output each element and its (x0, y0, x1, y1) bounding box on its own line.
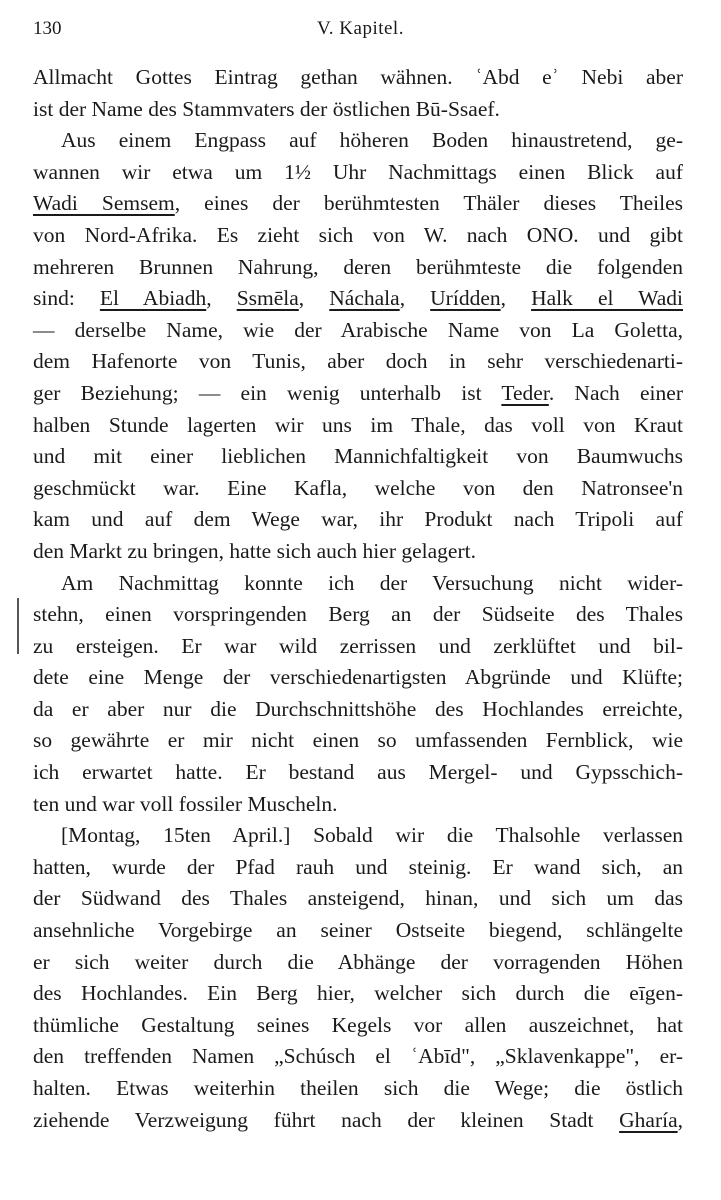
text-line (33, 220, 683, 252)
text-line (33, 599, 683, 631)
text-line (33, 504, 683, 536)
text-line (33, 631, 683, 663)
text-line (33, 473, 683, 505)
text-segment: den Markt zu bringen, hatte sich auch hier gelagert. (33, 538, 476, 563)
text-segment: halben Stunde lagerten wir uns im Thale, das voll von Kraut (33, 412, 683, 437)
text-segment: . Nach einer (548, 380, 683, 405)
underlined-place-name: Gharía (619, 1107, 678, 1132)
text-segment: geschmückt war. Eine Kafla, welche von den Natronsee'n (33, 475, 683, 500)
text-line (33, 94, 683, 126)
text-line (33, 315, 683, 347)
running-head: V. Kapitel. (317, 18, 404, 39)
text-segment: ziehende Verzweigung führt nach der kleinen Stadt (33, 1107, 620, 1132)
text-line (33, 283, 683, 315)
text-line (33, 1105, 683, 1137)
text-segment: von Nord-Afrika. Es zieht sich von W. nach ONO. und gibt (33, 222, 683, 247)
text-line (33, 252, 683, 284)
text-line (33, 883, 683, 915)
text-segment: der Südwand des Thales ansteigend, hinan, und sich um das (33, 886, 683, 911)
underlined-place-name: Náchala (329, 286, 400, 311)
text-line (33, 820, 683, 852)
text-line (33, 852, 683, 884)
page-number: 130 (33, 18, 62, 39)
text-segment: halten. Etwas weiterhin theilen sich die Wege; die östlich (33, 1076, 683, 1100)
text-line (33, 378, 683, 410)
text-segment: , (206, 286, 237, 311)
text-segment: , (298, 286, 330, 311)
underlined-place-name: Wadi Semsem (33, 191, 175, 216)
text-segment: dete eine Menge der verschiedenartigsten Abgründe und Klüfte; (33, 665, 683, 690)
underlined-place-name: Urídden (430, 286, 501, 311)
body-text (33, 62, 683, 1136)
text-segment: Allmacht Gottes Eintrag gethan wähnen. ʿAbd eʾ Nebi aber (33, 65, 683, 89)
text-line (33, 62, 683, 94)
text-segment: den treffenden Namen „Schúsch el ʿAbīd", „Sklavenkappe", er- (33, 1044, 683, 1069)
text-line (33, 410, 683, 442)
text-segment: — derselbe Name, wie der Arabische Name von La Goletta, (33, 317, 683, 342)
text-line (33, 188, 683, 220)
text-line (33, 789, 683, 821)
text-segment: und mit einer lieblichen Mannichfaltigkeit von Baumwuchs (33, 444, 683, 469)
underlined-place-name: El Abiadh (99, 286, 207, 311)
text-line (33, 915, 683, 947)
text-segment: , (500, 286, 532, 311)
text-line (33, 1010, 683, 1042)
text-segment: des Hochlandes. Ein Berg hier, welcher sich durch die eīgen- (33, 981, 683, 1006)
text-segment: ger Beziehung; — ein wenig unterhalb ist (33, 380, 502, 405)
text-segment: mehreren Brunnen Nahrung, deren berühmteste die folgenden (33, 254, 683, 279)
text-segment: sind: (33, 286, 100, 311)
text-segment: , (677, 1107, 683, 1132)
text-segment: Aus einem Engpass auf höheren Boden hinaustretend, ge- (61, 128, 683, 153)
text-line (33, 1041, 683, 1073)
underlined-place-name: Ssmēla (236, 286, 299, 311)
page-header (33, 18, 688, 48)
text-segment: ist der Name des Stammvaters der östlichen Bū-Ssaef. (33, 96, 500, 121)
text-line (33, 441, 683, 473)
text-segment: [Montag, 15ten April.] Sobald wir die Thalsohle verlassen (61, 823, 683, 848)
text-line (33, 757, 683, 789)
text-segment: hatten, wurde der Pfad rauh und steinig. Er wand sich, an (33, 854, 683, 879)
text-segment: zu ersteigen. Er war wild zerrissen und zerklüftet und bil- (33, 633, 683, 658)
text-segment: ich erwartet hatte. Er bestand aus Mergel- und Gypsschich- (33, 760, 683, 785)
text-segment: er sich weiter durch die Abhänge der vorragenden Höhen (33, 949, 683, 974)
text-line (33, 694, 683, 726)
text-segment: ten und war voll fossiler Muscheln. (33, 791, 338, 816)
text-line (33, 978, 683, 1010)
text-segment: dem Hafenorte von Tunis, aber doch in sehr verschiedenarti- (33, 349, 683, 374)
text-segment: ansehnliche Vorgebirge an seiner Ostseite biegend, schlängelte (33, 918, 683, 943)
text-line (33, 346, 683, 378)
text-segment: da er aber nur die Durchschnittshöhe des Hochlandes erreichte, (33, 696, 683, 721)
text-segment: kam und auf dem Wege war, ihr Produkt nach Tripoli auf (33, 507, 683, 532)
text-segment: , (399, 286, 431, 311)
text-segment: , eines der berühmtesten Thäler dieses Theiles (174, 191, 683, 216)
text-segment: stehn, einen vorspringenden Berg an der Südseite des Thales (33, 602, 683, 627)
text-line (33, 947, 683, 979)
text-line (33, 157, 683, 189)
underlined-place-name: Teder (501, 380, 549, 405)
underlined-place-name: Halk el Wadi (531, 286, 684, 311)
text-line (33, 536, 683, 568)
text-line (33, 662, 683, 694)
text-line (33, 725, 683, 757)
margin-pencil-mark (17, 598, 19, 654)
text-segment: thümliche Gestaltung seines Kegels vor allen auszeichnet, hat (33, 1012, 683, 1037)
text-line (33, 568, 683, 600)
text-segment: wannen wir etwa um 1½ Uhr Nachmittags einen Blick auf (33, 159, 683, 184)
text-segment: Am Nachmittag konnte ich der Versuchung nicht wider- (61, 570, 683, 595)
text-segment: so gewährte er mir nicht einen so umfassenden Fernblick, wie (33, 728, 683, 753)
text-line (33, 1073, 683, 1105)
text-line (33, 125, 683, 157)
